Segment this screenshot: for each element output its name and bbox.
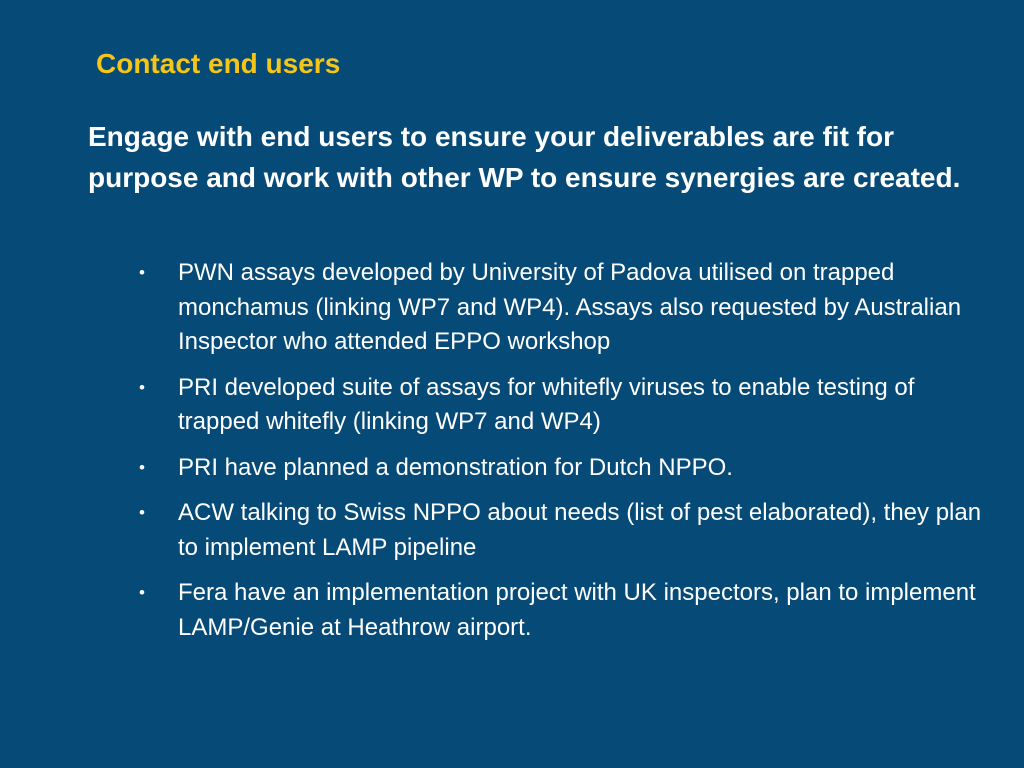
bullet-list bbox=[135, 256, 995, 656]
bullet-item bbox=[135, 496, 995, 565]
slide-title: Contact end users bbox=[96, 48, 341, 79]
bullet-item bbox=[135, 576, 995, 645]
bullet-dot-icon: • bbox=[139, 263, 145, 282]
bullet-item bbox=[135, 256, 995, 360]
bullet-text: PRI have planned a demonstration for Dutch NPPO. bbox=[178, 453, 733, 481]
bullet-item bbox=[135, 451, 995, 486]
lead-paragraph: Engage with end users to ensure your deliverables are fit for purpose and work with other WP to ensure synergies are created. bbox=[88, 121, 961, 193]
bullet-item bbox=[135, 371, 995, 440]
bullet-dot-icon: • bbox=[139, 583, 145, 602]
bullet-text: PRI developed suite of assays for whitefly viruses to enable testing of trapped whitefly (linking WP7 and WP4) bbox=[178, 373, 915, 435]
bullet-dot-icon: • bbox=[139, 503, 145, 522]
bullet-text: PWN assays developed by University of Padova utilised on trapped monchamus (linking WP7 and WP4). Assays also requested by Australian Inspector who attended EPPO workshop bbox=[178, 259, 962, 355]
bullet-dot-icon: • bbox=[139, 377, 145, 397]
bullet-text: ACW talking to Swiss NPPO about needs (list of pest elaborated), they plan to implement LAMP pipeline bbox=[178, 499, 982, 561]
bullet-dot-icon: • bbox=[139, 457, 145, 477]
bullet-text: Fera have an implementation project with UK inspectors, plan to implement LAMP/Genie at Heathrow airport. bbox=[178, 579, 976, 641]
